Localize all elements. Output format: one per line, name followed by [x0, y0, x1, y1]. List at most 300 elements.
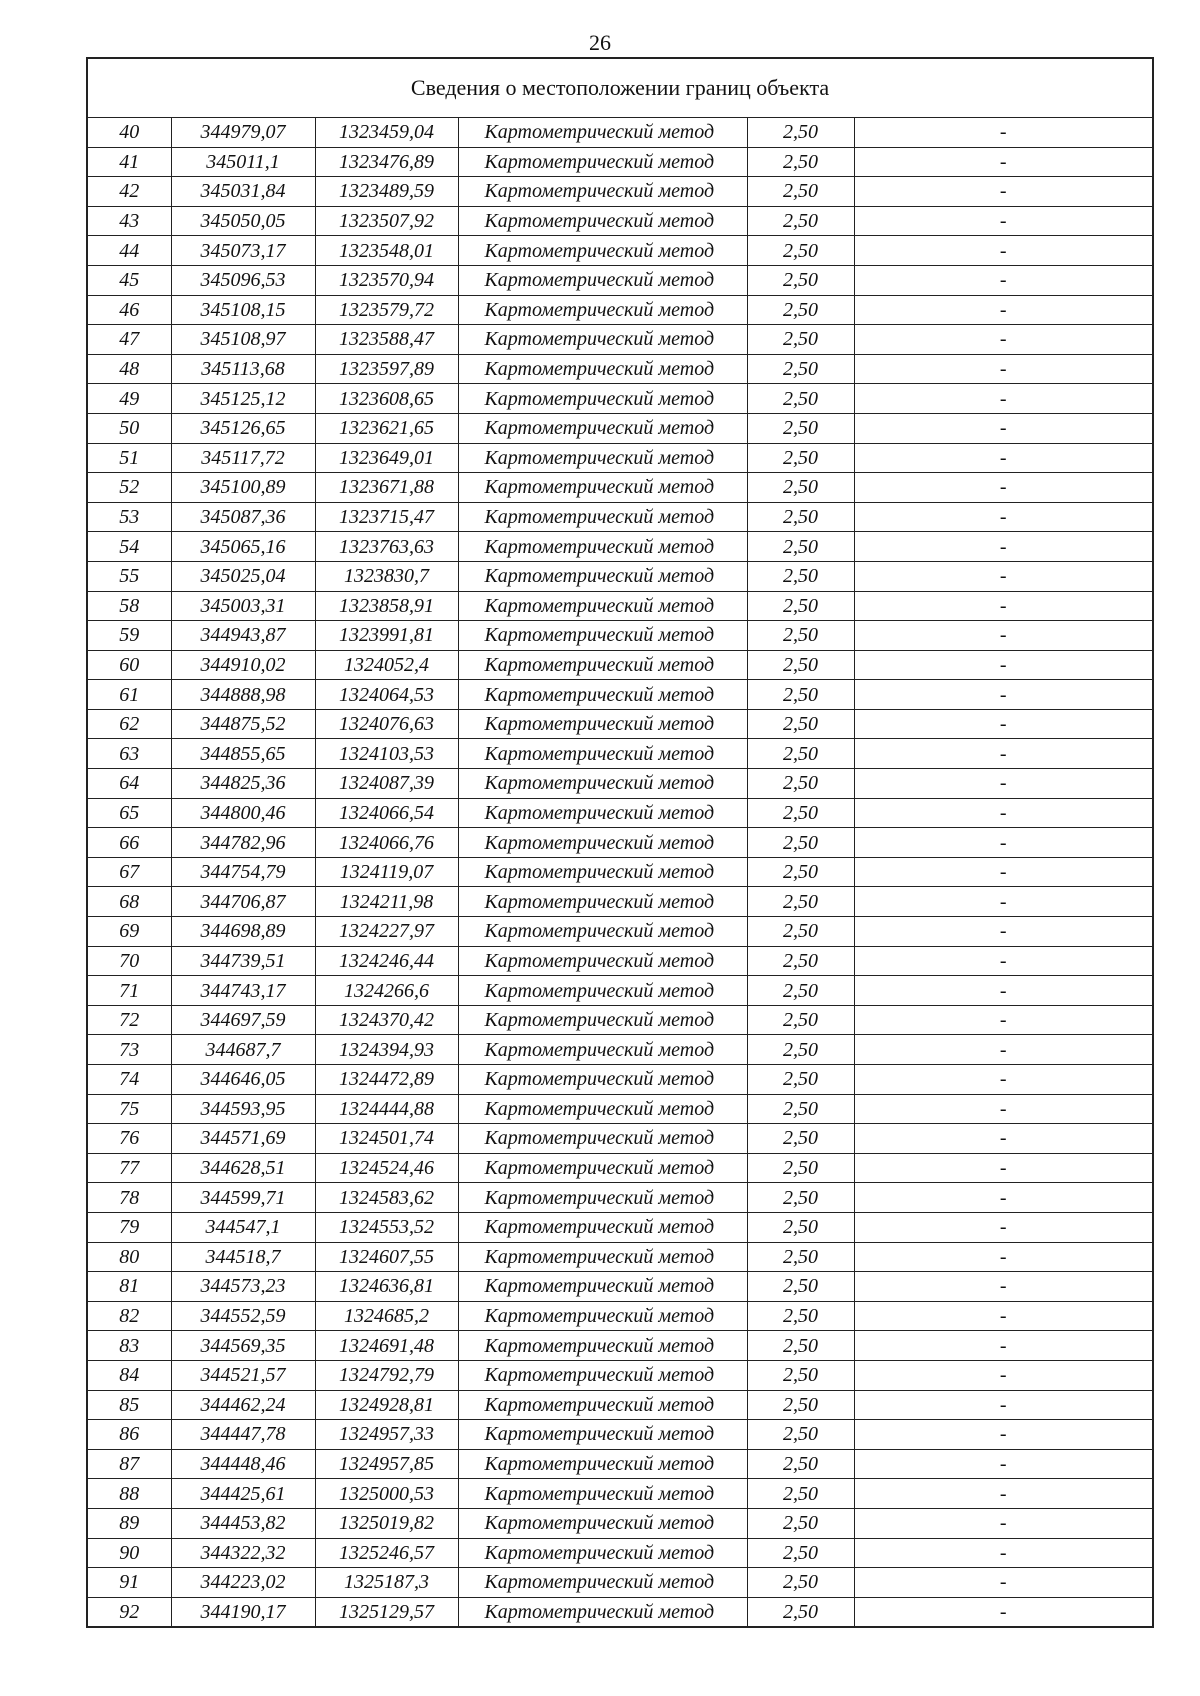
accuracy-cell: 2,50: [747, 946, 854, 976]
point-number-cell: 48: [87, 354, 171, 384]
x-coordinate-cell: 344754,79: [171, 857, 315, 887]
note-cell: -: [854, 1301, 1153, 1331]
method-cell: Картометрический метод: [458, 177, 747, 207]
accuracy-cell: 2,50: [747, 798, 854, 828]
accuracy-cell: 2,50: [747, 561, 854, 591]
method-cell: Картометрический метод: [458, 384, 747, 414]
method-cell: Картометрический метод: [458, 236, 747, 266]
method-cell: Картометрический метод: [458, 946, 747, 976]
table-row: [87, 118, 1153, 148]
x-coordinate-cell: 344855,65: [171, 739, 315, 769]
y-coordinate-cell: 1323459,04: [315, 118, 458, 148]
y-coordinate-cell: 1325000,53: [315, 1479, 458, 1509]
y-coordinate-cell: 1324636,81: [315, 1272, 458, 1302]
y-coordinate-cell: 1323830,7: [315, 561, 458, 591]
x-coordinate-cell: 344462,24: [171, 1390, 315, 1420]
y-coordinate-cell: 1325187,3: [315, 1568, 458, 1598]
x-coordinate-cell: 344706,87: [171, 887, 315, 917]
method-cell: Картометрический метод: [458, 976, 747, 1006]
point-number-cell: 73: [87, 1035, 171, 1065]
y-coordinate-cell: 1324957,85: [315, 1449, 458, 1479]
accuracy-cell: 2,50: [747, 118, 854, 148]
table-row: [87, 1124, 1153, 1154]
x-coordinate-cell: 344825,36: [171, 769, 315, 799]
note-cell: -: [854, 1272, 1153, 1302]
note-cell: -: [854, 1538, 1153, 1568]
point-number-cell: 64: [87, 769, 171, 799]
table-row: [87, 384, 1153, 414]
method-cell: Картометрический метод: [458, 1212, 747, 1242]
method-cell: Картометрический метод: [458, 917, 747, 947]
note-cell: -: [854, 1212, 1153, 1242]
note-cell: -: [854, 1390, 1153, 1420]
boundary-coordinates-table: [86, 57, 1154, 1628]
accuracy-cell: 2,50: [747, 206, 854, 236]
note-cell: -: [854, 769, 1153, 799]
boundary-table-container: [86, 57, 1152, 1628]
table-row: [87, 739, 1153, 769]
method-cell: Картометрический метод: [458, 532, 747, 562]
x-coordinate-cell: 345117,72: [171, 443, 315, 473]
point-number-cell: 71: [87, 976, 171, 1006]
point-number-cell: 82: [87, 1301, 171, 1331]
accuracy-cell: 2,50: [747, 1360, 854, 1390]
point-number-cell: 55: [87, 561, 171, 591]
method-cell: Картометрический метод: [458, 1124, 747, 1154]
note-cell: -: [854, 206, 1153, 236]
point-number-cell: 41: [87, 147, 171, 177]
note-cell: -: [854, 798, 1153, 828]
x-coordinate-cell: 344687,7: [171, 1035, 315, 1065]
table-row: [87, 798, 1153, 828]
accuracy-cell: 2,50: [747, 265, 854, 295]
note-cell: -: [854, 1005, 1153, 1035]
method-cell: Картометрический метод: [458, 1094, 747, 1124]
method-cell: Картометрический метод: [458, 1479, 747, 1509]
method-cell: Картометрический метод: [458, 1035, 747, 1065]
note-cell: -: [854, 887, 1153, 917]
point-number-cell: 47: [87, 325, 171, 355]
y-coordinate-cell: 1323579,72: [315, 295, 458, 325]
y-coordinate-cell: 1325129,57: [315, 1597, 458, 1627]
accuracy-cell: 2,50: [747, 709, 854, 739]
note-cell: -: [854, 1331, 1153, 1361]
table-row: [87, 177, 1153, 207]
method-cell: Картометрический метод: [458, 502, 747, 532]
note-cell: -: [854, 384, 1153, 414]
accuracy-cell: 2,50: [747, 532, 854, 562]
accuracy-cell: 2,50: [747, 177, 854, 207]
x-coordinate-cell: 345108,97: [171, 325, 315, 355]
method-cell: Картометрический метод: [458, 1301, 747, 1331]
y-coordinate-cell: 1324246,44: [315, 946, 458, 976]
x-coordinate-cell: 345065,16: [171, 532, 315, 562]
accuracy-cell: 2,50: [747, 1538, 854, 1568]
accuracy-cell: 2,50: [747, 236, 854, 266]
y-coordinate-cell: 1324066,76: [315, 828, 458, 858]
method-cell: Картометрический метод: [458, 1390, 747, 1420]
point-number-cell: 74: [87, 1065, 171, 1095]
table-row: [87, 1005, 1153, 1035]
table-row: [87, 828, 1153, 858]
note-cell: -: [854, 1479, 1153, 1509]
point-number-cell: 68: [87, 887, 171, 917]
point-number-cell: 88: [87, 1479, 171, 1509]
x-coordinate-cell: 344573,23: [171, 1272, 315, 1302]
table-caption-row: [87, 58, 1153, 118]
accuracy-cell: 2,50: [747, 1094, 854, 1124]
table-row: [87, 473, 1153, 503]
note-cell: -: [854, 1094, 1153, 1124]
y-coordinate-cell: 1324691,48: [315, 1331, 458, 1361]
y-coordinate-cell: 1324685,2: [315, 1301, 458, 1331]
table-row: [87, 147, 1153, 177]
y-coordinate-cell: 1324211,98: [315, 887, 458, 917]
y-coordinate-cell: 1324087,39: [315, 769, 458, 799]
note-cell: -: [854, 946, 1153, 976]
point-number-cell: 67: [87, 857, 171, 887]
y-coordinate-cell: 1324119,07: [315, 857, 458, 887]
table-row: [87, 502, 1153, 532]
x-coordinate-cell: 344875,52: [171, 709, 315, 739]
point-number-cell: 89: [87, 1508, 171, 1538]
x-coordinate-cell: 344453,82: [171, 1508, 315, 1538]
x-coordinate-cell: 344547,1: [171, 1212, 315, 1242]
point-number-cell: 54: [87, 532, 171, 562]
accuracy-cell: 2,50: [747, 147, 854, 177]
method-cell: Картометрический метод: [458, 1420, 747, 1450]
y-coordinate-cell: 1323597,89: [315, 354, 458, 384]
table-row: [87, 325, 1153, 355]
point-number-cell: 44: [87, 236, 171, 266]
note-cell: -: [854, 118, 1153, 148]
note-cell: -: [854, 709, 1153, 739]
y-coordinate-cell: 1324553,52: [315, 1212, 458, 1242]
accuracy-cell: 2,50: [747, 443, 854, 473]
method-cell: Картометрический метод: [458, 1449, 747, 1479]
x-coordinate-cell: 344599,71: [171, 1183, 315, 1213]
method-cell: Картометрический метод: [458, 828, 747, 858]
point-number-cell: 49: [87, 384, 171, 414]
point-number-cell: 70: [87, 946, 171, 976]
note-cell: -: [854, 1597, 1153, 1627]
x-coordinate-cell: 344646,05: [171, 1065, 315, 1095]
x-coordinate-cell: 344571,69: [171, 1124, 315, 1154]
point-number-cell: 72: [87, 1005, 171, 1035]
table-row: [87, 236, 1153, 266]
accuracy-cell: 2,50: [747, 1568, 854, 1598]
note-cell: -: [854, 325, 1153, 355]
point-number-cell: 59: [87, 621, 171, 651]
y-coordinate-cell: 1323476,89: [315, 147, 458, 177]
note-cell: -: [854, 1153, 1153, 1183]
table-row: [87, 1065, 1153, 1095]
table-row: [87, 1538, 1153, 1568]
x-coordinate-cell: 345087,36: [171, 502, 315, 532]
point-number-cell: 75: [87, 1094, 171, 1124]
method-cell: Картометрический метод: [458, 591, 747, 621]
y-coordinate-cell: 1324066,54: [315, 798, 458, 828]
x-coordinate-cell: 345025,04: [171, 561, 315, 591]
table-row: [87, 917, 1153, 947]
accuracy-cell: 2,50: [747, 295, 854, 325]
note-cell: -: [854, 1568, 1153, 1598]
y-coordinate-cell: 1324928,81: [315, 1390, 458, 1420]
x-coordinate-cell: 344628,51: [171, 1153, 315, 1183]
point-number-cell: 92: [87, 1597, 171, 1627]
method-cell: Картометрический метод: [458, 295, 747, 325]
table-row: [87, 1331, 1153, 1361]
method-cell: Картометрический метод: [458, 1538, 747, 1568]
y-coordinate-cell: 1323608,65: [315, 384, 458, 414]
table-row: [87, 1212, 1153, 1242]
accuracy-cell: 2,50: [747, 1183, 854, 1213]
y-coordinate-cell: 1324957,33: [315, 1420, 458, 1450]
method-cell: Картометрический метод: [458, 887, 747, 917]
note-cell: -: [854, 1124, 1153, 1154]
method-cell: Картометрический метод: [458, 325, 747, 355]
point-number-cell: 83: [87, 1331, 171, 1361]
table-row: [87, 1183, 1153, 1213]
method-cell: Картометрический метод: [458, 354, 747, 384]
note-cell: -: [854, 561, 1153, 591]
y-coordinate-cell: 1324370,42: [315, 1005, 458, 1035]
note-cell: -: [854, 354, 1153, 384]
y-coordinate-cell: 1324607,55: [315, 1242, 458, 1272]
y-coordinate-cell: 1324266,6: [315, 976, 458, 1006]
point-number-cell: 86: [87, 1420, 171, 1450]
x-coordinate-cell: 344322,32: [171, 1538, 315, 1568]
table-row: [87, 443, 1153, 473]
y-coordinate-cell: 1323858,91: [315, 591, 458, 621]
point-number-cell: 51: [87, 443, 171, 473]
note-cell: -: [854, 236, 1153, 266]
x-coordinate-cell: 344888,98: [171, 680, 315, 710]
y-coordinate-cell: 1323671,88: [315, 473, 458, 503]
method-cell: Картометрический метод: [458, 1508, 747, 1538]
table-row: [87, 354, 1153, 384]
point-number-cell: 58: [87, 591, 171, 621]
note-cell: -: [854, 473, 1153, 503]
table-row: [87, 946, 1153, 976]
x-coordinate-cell: 345031,84: [171, 177, 315, 207]
method-cell: Картометрический метод: [458, 1005, 747, 1035]
y-coordinate-cell: 1324064,53: [315, 680, 458, 710]
method-cell: Картометрический метод: [458, 443, 747, 473]
x-coordinate-cell: 344569,35: [171, 1331, 315, 1361]
y-coordinate-cell: 1323489,59: [315, 177, 458, 207]
point-number-cell: 43: [87, 206, 171, 236]
table-row: [87, 1508, 1153, 1538]
accuracy-cell: 2,50: [747, 502, 854, 532]
accuracy-cell: 2,50: [747, 828, 854, 858]
y-coordinate-cell: 1324524,46: [315, 1153, 458, 1183]
point-number-cell: 90: [87, 1538, 171, 1568]
table-row: [87, 650, 1153, 680]
method-cell: Картометрический метод: [458, 473, 747, 503]
point-number-cell: 91: [87, 1568, 171, 1598]
x-coordinate-cell: 344739,51: [171, 946, 315, 976]
x-coordinate-cell: 345126,65: [171, 413, 315, 443]
accuracy-cell: 2,50: [747, 384, 854, 414]
accuracy-cell: 2,50: [747, 1065, 854, 1095]
method-cell: Картометрический метод: [458, 1242, 747, 1272]
table-row: [87, 1242, 1153, 1272]
point-number-cell: 78: [87, 1183, 171, 1213]
x-coordinate-cell: 344552,59: [171, 1301, 315, 1331]
y-coordinate-cell: 1324103,53: [315, 739, 458, 769]
method-cell: Картометрический метод: [458, 1065, 747, 1095]
accuracy-cell: 2,50: [747, 769, 854, 799]
method-cell: Картометрический метод: [458, 561, 747, 591]
method-cell: Картометрический метод: [458, 709, 747, 739]
table-row: [87, 295, 1153, 325]
table-row: [87, 709, 1153, 739]
x-coordinate-cell: 344698,89: [171, 917, 315, 947]
y-coordinate-cell: 1324394,93: [315, 1035, 458, 1065]
x-coordinate-cell: 345050,05: [171, 206, 315, 236]
note-cell: -: [854, 147, 1153, 177]
note-cell: -: [854, 443, 1153, 473]
note-cell: -: [854, 680, 1153, 710]
method-cell: Картометрический метод: [458, 680, 747, 710]
point-number-cell: 52: [87, 473, 171, 503]
point-number-cell: 87: [87, 1449, 171, 1479]
note-cell: -: [854, 976, 1153, 1006]
accuracy-cell: 2,50: [747, 1301, 854, 1331]
accuracy-cell: 2,50: [747, 1212, 854, 1242]
note-cell: -: [854, 502, 1153, 532]
accuracy-cell: 2,50: [747, 739, 854, 769]
x-coordinate-cell: 344425,61: [171, 1479, 315, 1509]
accuracy-cell: 2,50: [747, 1331, 854, 1361]
method-cell: Картометрический метод: [458, 1331, 747, 1361]
table-row: [87, 887, 1153, 917]
table-row: [87, 1360, 1153, 1390]
table-row: [87, 1479, 1153, 1509]
point-number-cell: 42: [87, 177, 171, 207]
accuracy-cell: 2,50: [747, 680, 854, 710]
y-coordinate-cell: 1324472,89: [315, 1065, 458, 1095]
method-cell: Картометрический метод: [458, 798, 747, 828]
table-row: [87, 1597, 1153, 1627]
point-number-cell: 50: [87, 413, 171, 443]
point-number-cell: 46: [87, 295, 171, 325]
accuracy-cell: 2,50: [747, 354, 854, 384]
table-row: [87, 1153, 1153, 1183]
x-coordinate-cell: 345003,31: [171, 591, 315, 621]
note-cell: -: [854, 1360, 1153, 1390]
accuracy-cell: 2,50: [747, 1242, 854, 1272]
method-cell: Картометрический метод: [458, 621, 747, 651]
note-cell: -: [854, 1183, 1153, 1213]
y-coordinate-cell: 1323621,65: [315, 413, 458, 443]
note-cell: -: [854, 295, 1153, 325]
note-cell: -: [854, 650, 1153, 680]
y-coordinate-cell: 1323991,81: [315, 621, 458, 651]
accuracy-cell: 2,50: [747, 887, 854, 917]
x-coordinate-cell: 344593,95: [171, 1094, 315, 1124]
point-number-cell: 81: [87, 1272, 171, 1302]
note-cell: -: [854, 857, 1153, 887]
method-cell: Картометрический метод: [458, 1153, 747, 1183]
point-number-cell: 63: [87, 739, 171, 769]
y-coordinate-cell: 1324227,97: [315, 917, 458, 947]
table-row: [87, 1420, 1153, 1450]
table-row: [87, 976, 1153, 1006]
point-number-cell: 61: [87, 680, 171, 710]
table-row: [87, 561, 1153, 591]
note-cell: -: [854, 917, 1153, 947]
x-coordinate-cell: 344800,46: [171, 798, 315, 828]
note-cell: -: [854, 1420, 1153, 1450]
table-row: [87, 532, 1153, 562]
method-cell: Картометрический метод: [458, 769, 747, 799]
method-cell: Картометрический метод: [458, 1597, 747, 1627]
method-cell: Картометрический метод: [458, 1568, 747, 1598]
point-number-cell: 62: [87, 709, 171, 739]
method-cell: Картометрический метод: [458, 147, 747, 177]
note-cell: -: [854, 739, 1153, 769]
table-row: [87, 1035, 1153, 1065]
point-number-cell: 53: [87, 502, 171, 532]
accuracy-cell: 2,50: [747, 650, 854, 680]
note-cell: -: [854, 621, 1153, 651]
y-coordinate-cell: 1323715,47: [315, 502, 458, 532]
x-coordinate-cell: 344447,78: [171, 1420, 315, 1450]
point-number-cell: 60: [87, 650, 171, 680]
accuracy-cell: 2,50: [747, 1035, 854, 1065]
table-row: [87, 413, 1153, 443]
y-coordinate-cell: 1323548,01: [315, 236, 458, 266]
point-number-cell: 66: [87, 828, 171, 858]
x-coordinate-cell: 344782,96: [171, 828, 315, 858]
point-number-cell: 79: [87, 1212, 171, 1242]
table-title: Сведения о местоположении границ объекта: [87, 58, 1153, 118]
accuracy-cell: 2,50: [747, 1479, 854, 1509]
x-coordinate-cell: 344190,17: [171, 1597, 315, 1627]
accuracy-cell: 2,50: [747, 473, 854, 503]
accuracy-cell: 2,50: [747, 1272, 854, 1302]
y-coordinate-cell: 1324444,88: [315, 1094, 458, 1124]
table-row: [87, 769, 1153, 799]
accuracy-cell: 2,50: [747, 857, 854, 887]
table-row: [87, 1272, 1153, 1302]
y-coordinate-cell: 1323763,63: [315, 532, 458, 562]
x-coordinate-cell: 345108,15: [171, 295, 315, 325]
note-cell: -: [854, 532, 1153, 562]
method-cell: Картометрический метод: [458, 1360, 747, 1390]
y-coordinate-cell: 1324076,63: [315, 709, 458, 739]
accuracy-cell: 2,50: [747, 1390, 854, 1420]
note-cell: -: [854, 265, 1153, 295]
y-coordinate-cell: 1324052,4: [315, 650, 458, 680]
point-number-cell: 77: [87, 1153, 171, 1183]
accuracy-cell: 2,50: [747, 1449, 854, 1479]
x-coordinate-cell: 344743,17: [171, 976, 315, 1006]
point-number-cell: 45: [87, 265, 171, 295]
y-coordinate-cell: 1324501,74: [315, 1124, 458, 1154]
note-cell: -: [854, 1449, 1153, 1479]
y-coordinate-cell: 1325246,57: [315, 1538, 458, 1568]
point-number-cell: 40: [87, 118, 171, 148]
table-body: [87, 118, 1153, 1628]
x-coordinate-cell: 344521,57: [171, 1360, 315, 1390]
accuracy-cell: 2,50: [747, 1124, 854, 1154]
x-coordinate-cell: 344448,46: [171, 1449, 315, 1479]
method-cell: Картометрический метод: [458, 1272, 747, 1302]
point-number-cell: 65: [87, 798, 171, 828]
